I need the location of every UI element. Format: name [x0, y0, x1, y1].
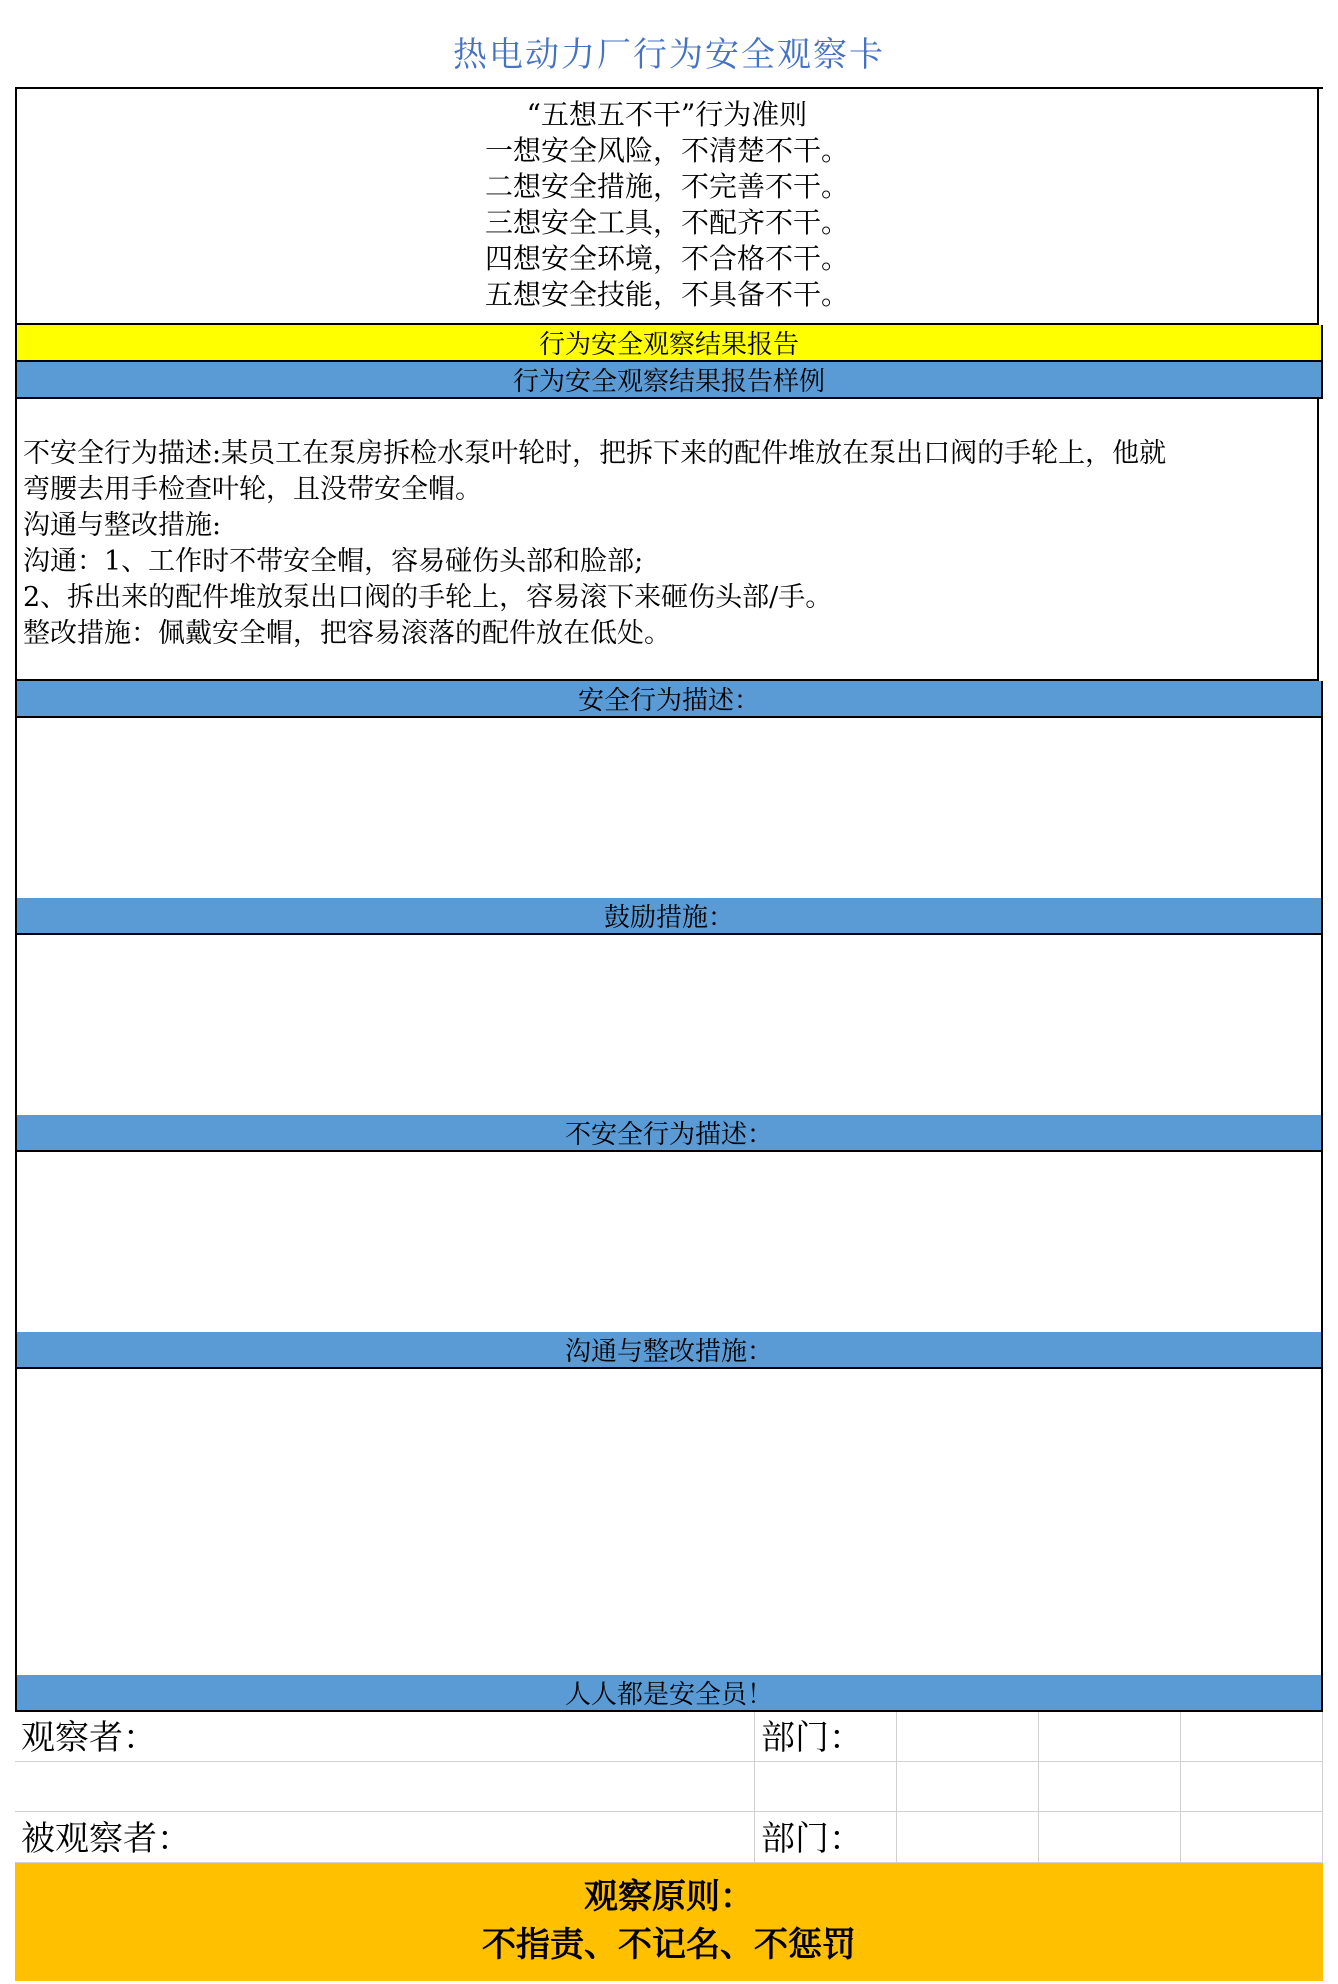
page-title: 热电动力厂行为安全观察卡: [15, 15, 1323, 89]
report-header-bar: [15, 325, 1323, 362]
principles-heading: 观察原则：: [584, 1877, 754, 1917]
observed-extra-cell[interactable]: [1039, 1812, 1181, 1863]
sample-line: 弯腰去用手检查叶轮，且没带安全帽。: [23, 474, 482, 505]
rules-line: 二想安全措施，不完善不干。: [484, 170, 849, 203]
sample-header-bar: [15, 362, 1323, 399]
rules-line: 一想安全风险，不清楚不干。: [484, 134, 849, 167]
unsafe-behavior-label: 不安全行为描述：: [564, 1120, 773, 1150]
safe-behavior-label: 安全行为描述：: [577, 686, 760, 716]
observed-extra-cell[interactable]: [1181, 1812, 1323, 1863]
observation-principles-footer: [15, 1863, 1323, 1981]
observer-row: [15, 1712, 1323, 1762]
observer-dept-value-cell[interactable]: [897, 1712, 1039, 1762]
sample-line: 沟通：1、工作时不带安全帽，容易碰伤头部和脸部;: [23, 546, 644, 577]
observer-extra-cell[interactable]: [1181, 1712, 1323, 1762]
principles-text: 不指责、不记名、不惩罚: [482, 1925, 856, 1965]
unsafe-behavior-input-area[interactable]: [15, 1152, 1323, 1334]
slogan-label: 人人都是安全员！: [564, 1680, 773, 1710]
encourage-label: 鼓励措施：: [603, 903, 734, 933]
encourage-input-area[interactable]: [15, 935, 1323, 1117]
sample-line: 沟通与整改措施:: [23, 510, 222, 541]
rules-heading: “五想五不干”行为准则: [526, 98, 808, 131]
observed-dept-cell[interactable]: [755, 1812, 897, 1863]
communication-header: [15, 1332, 1323, 1369]
behavior-rules-block: [15, 87, 1319, 325]
observer-dept-label: 部门：: [761, 1718, 863, 1758]
sample-header-label: 行为安全观察结果报告样例: [512, 367, 825, 397]
encourage-header: [15, 898, 1323, 935]
communication-label: 沟通与整改措施：: [564, 1337, 773, 1367]
blank-cell[interactable]: [1039, 1762, 1181, 1812]
sample-line: 不安全行为描述:某员工在泵房拆检水泵叶轮时，把拆下来的配件堆放在泵出口阀的手轮上，他就: [23, 438, 1167, 469]
communication-input-area[interactable]: [15, 1369, 1323, 1677]
observer-dept-cell[interactable]: [755, 1712, 897, 1762]
observer-label: 观察者：: [21, 1718, 157, 1758]
unsafe-behavior-header: [15, 1115, 1323, 1152]
rules-line: 五想安全技能，不具备不干。: [484, 278, 849, 311]
blank-row: [15, 1762, 1323, 1812]
slogan-bar: [15, 1675, 1323, 1712]
blank-cell[interactable]: [1181, 1762, 1323, 1812]
safe-behavior-input-area[interactable]: [15, 718, 1323, 900]
observer-cell[interactable]: [15, 1712, 755, 1762]
observer-extra-cell[interactable]: [1039, 1712, 1181, 1762]
observed-dept-value-cell[interactable]: [897, 1812, 1039, 1863]
rules-line: 三想安全工具，不配齐不干。: [484, 206, 849, 239]
blank-cell[interactable]: [897, 1762, 1039, 1812]
observed-row: [15, 1812, 1323, 1863]
sample-line: 2、拆出来的配件堆放泵出口阀的手轮上，容易滚下来砸伤头部/手。: [23, 582, 833, 613]
report-header-label: 行为安全观察结果报告: [538, 330, 799, 360]
safe-behavior-header: [15, 681, 1323, 718]
sample-report-block: [15, 398, 1319, 681]
blank-cell[interactable]: [15, 1762, 755, 1812]
blank-cell[interactable]: [755, 1762, 897, 1812]
rules-line: 四想安全环境，不合格不干。: [484, 242, 849, 275]
sample-line: 整改措施：佩戴安全帽，把容易滚落的配件放在低处。: [23, 618, 671, 649]
observed-label: 被观察者：: [21, 1819, 191, 1859]
observed-cell[interactable]: [15, 1812, 755, 1863]
observed-dept-label: 部门：: [761, 1819, 863, 1859]
